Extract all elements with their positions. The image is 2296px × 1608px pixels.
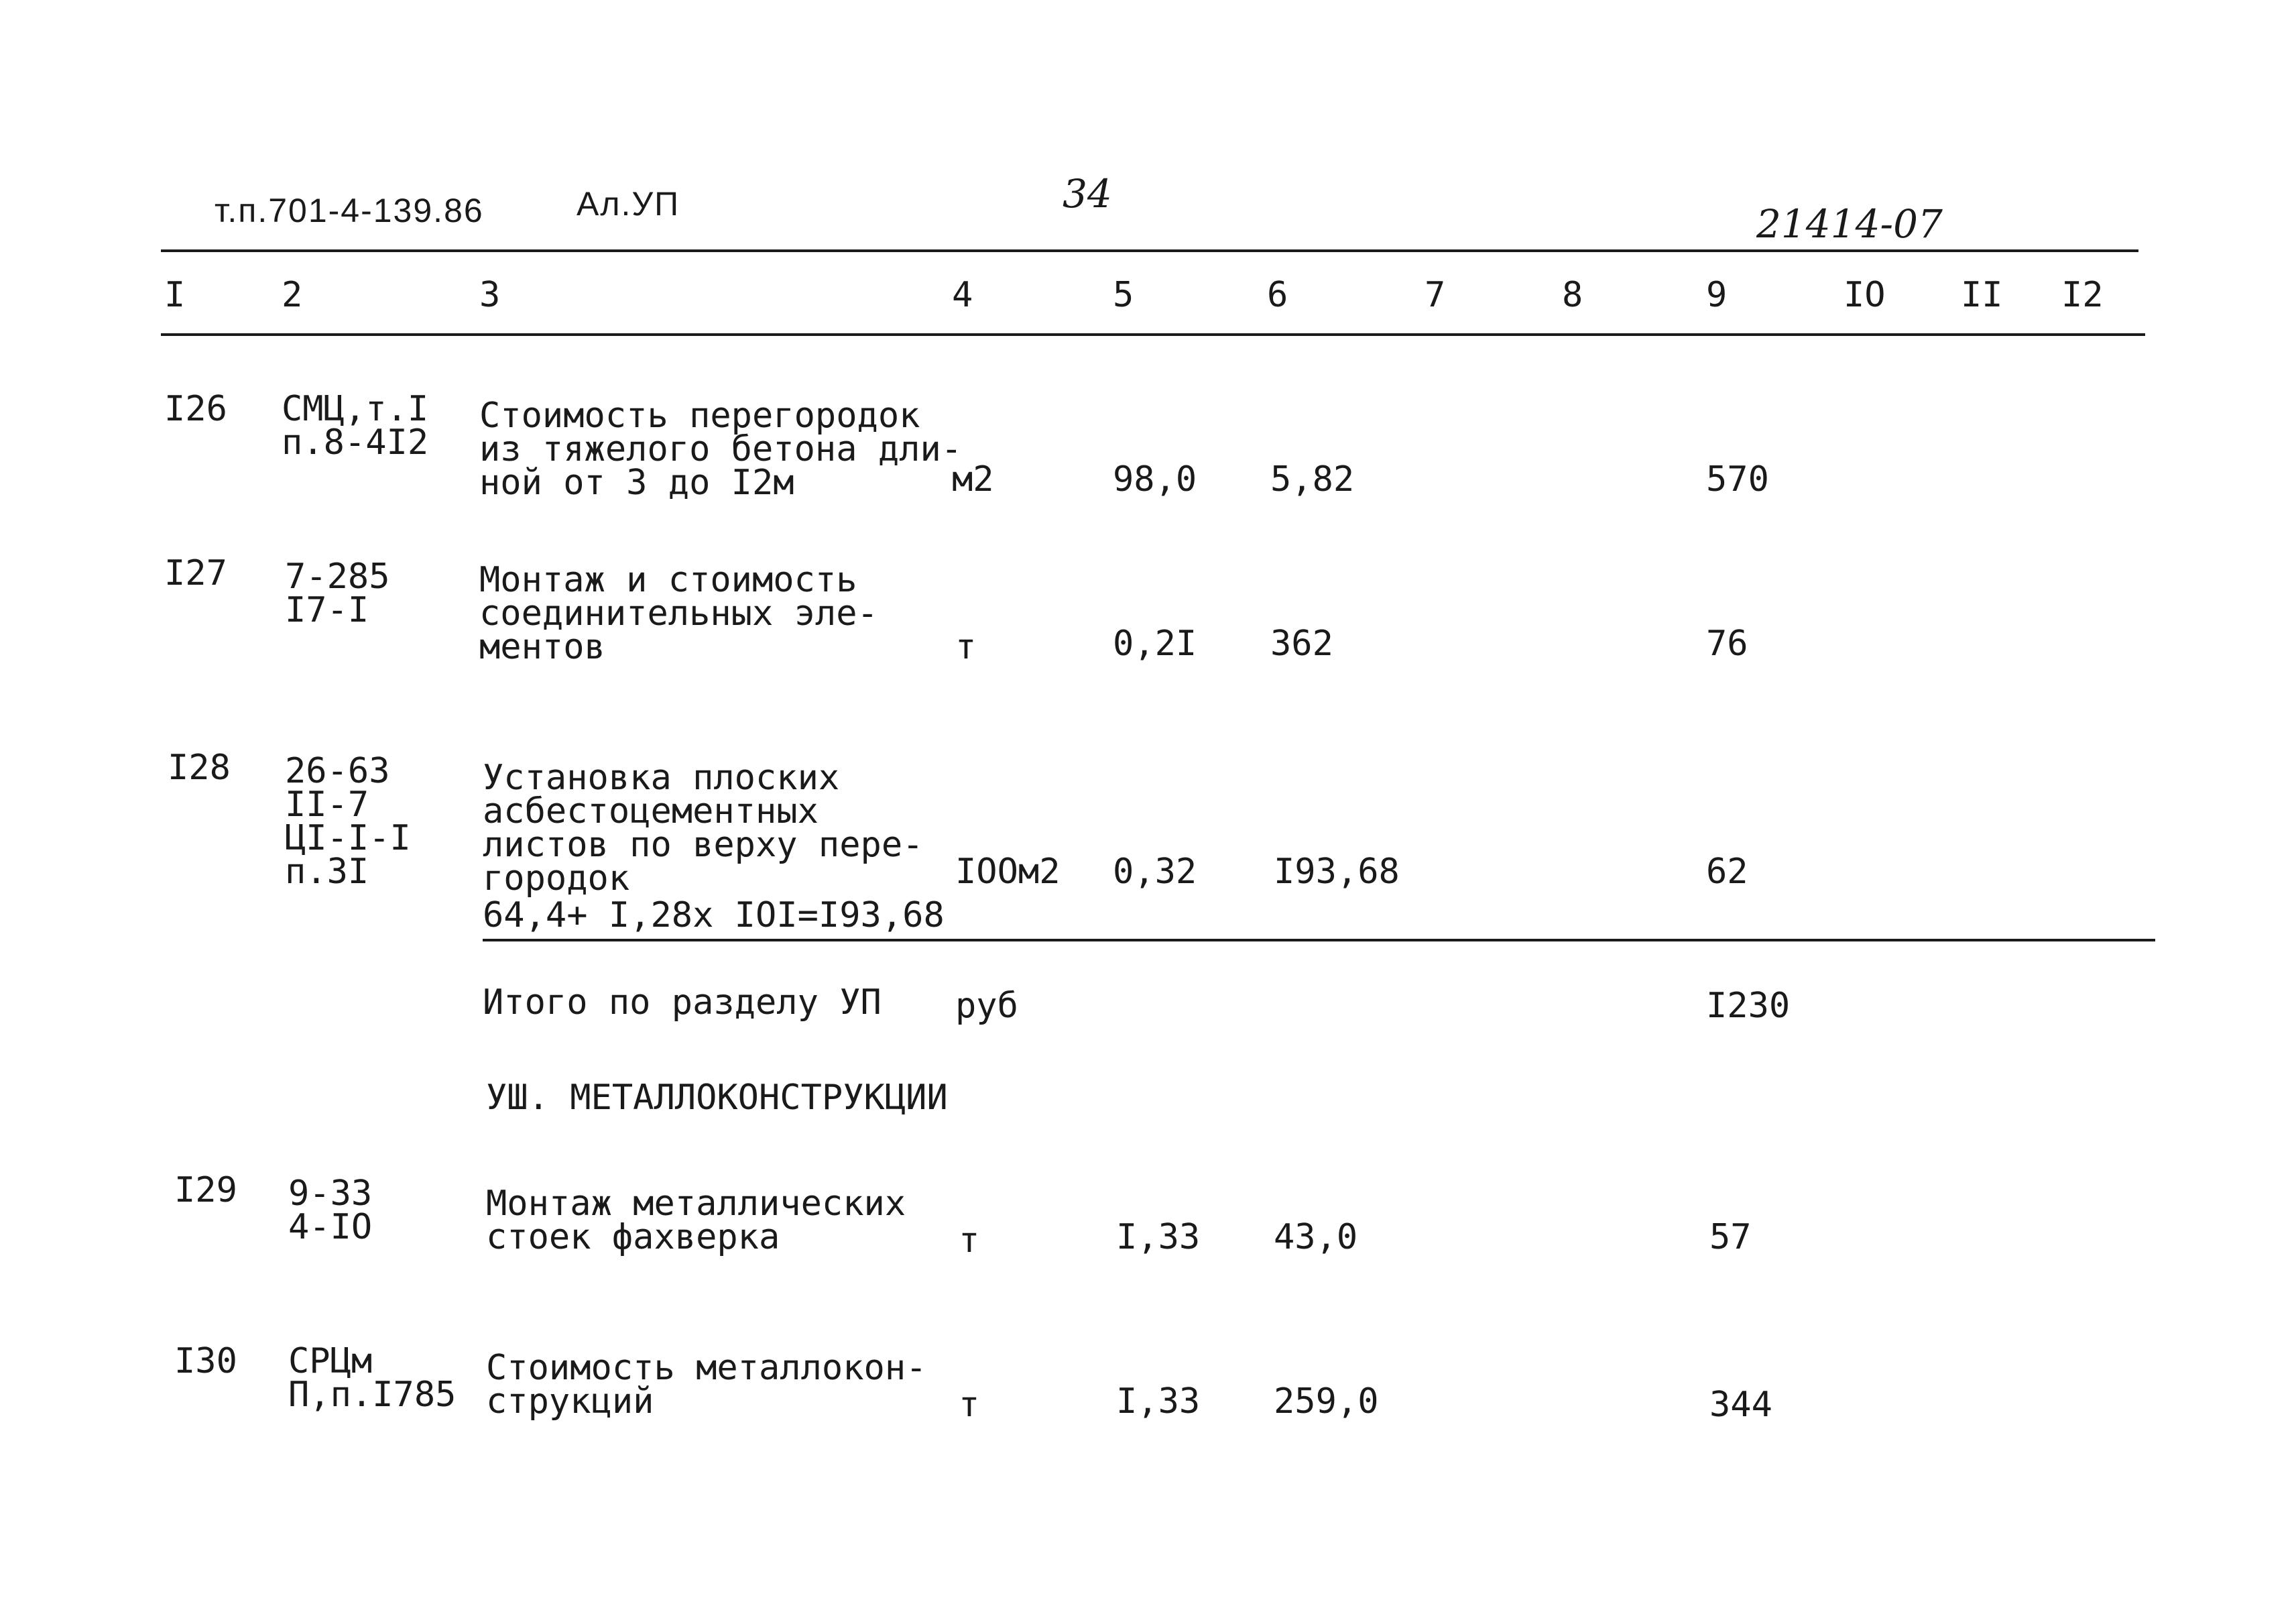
row-130-number: I30 xyxy=(174,1341,237,1381)
archive-number: 21414-07 xyxy=(1756,201,1943,247)
row-129-price: 43,0 xyxy=(1274,1217,1358,1257)
row-130-unit: т xyxy=(959,1385,980,1425)
row-129-code: 9-33 4-IO xyxy=(288,1173,373,1247)
section-total-rule xyxy=(483,939,2155,941)
row-130-quantity: I,33 xyxy=(1116,1381,1201,1422)
row-130-total: 344 xyxy=(1709,1385,1772,1425)
row-127-number: I27 xyxy=(164,553,227,593)
column-header-5: 5 xyxy=(1113,275,1134,315)
subtotal-total: I230 xyxy=(1706,986,1791,1026)
row-128-price: I93,68 xyxy=(1274,852,1400,892)
subtotal-label: Итого по разделу УП xyxy=(483,982,882,1023)
column-header-9: 9 xyxy=(1706,275,1728,315)
row-128-description: Установка плоских асбестоцементных листов по верху пере- городок xyxy=(483,758,924,899)
column-header-11: II xyxy=(1961,275,2003,315)
page-number: 34 xyxy=(1063,171,1112,217)
row-129-total: 57 xyxy=(1709,1217,1752,1257)
column-header-6: 6 xyxy=(1267,275,1288,315)
row-126-price: 5,82 xyxy=(1270,459,1355,500)
row-130-code: СРЦм П,п.I785 xyxy=(288,1341,457,1415)
column-header-7: 7 xyxy=(1425,275,1446,315)
section-title: УШ. МЕТАЛЛОКОНСТРУКЦИИ xyxy=(486,1078,948,1118)
document-code: т.п.701-4-139.86 xyxy=(215,192,484,229)
row-126-number: I26 xyxy=(164,389,227,429)
row-128-quantity: 0,32 xyxy=(1113,852,1197,892)
column-header-4: 4 xyxy=(952,275,973,315)
header-bottom-rule xyxy=(161,333,2145,336)
column-header-3: 3 xyxy=(479,275,501,315)
row-129-unit: т xyxy=(959,1220,980,1261)
row-130-description: Стоимость металлокон- струкций xyxy=(486,1348,927,1422)
row-129-number: I29 xyxy=(174,1170,237,1210)
row-128-unit: IOOм2 xyxy=(955,852,1061,892)
row-128-calculation: 64,4+ I,28х IOI=I93,68 xyxy=(483,895,945,935)
row-127-quantity: 0,2I xyxy=(1113,624,1197,664)
column-header-8: 8 xyxy=(1562,275,1583,315)
row-127-price: 362 xyxy=(1270,624,1333,664)
row-128-total: 62 xyxy=(1706,852,1748,892)
row-129-quantity: I,33 xyxy=(1116,1217,1201,1257)
row-128-number: I28 xyxy=(168,748,231,788)
column-header-1: I xyxy=(164,275,186,315)
row-127-total: 76 xyxy=(1706,624,1748,664)
row-130-price: 259,0 xyxy=(1274,1381,1379,1422)
column-header-10: IO xyxy=(1844,275,1886,315)
row-126-quantity: 98,0 xyxy=(1113,459,1197,500)
subtotal-unit: руб xyxy=(955,986,1018,1026)
row-126-code: СМЦ,т.I п.8-4I2 xyxy=(282,389,429,463)
row-127-unit: т xyxy=(955,627,977,667)
row-127-code: 7-285 I7-I xyxy=(285,557,390,630)
row-129-description: Монтаж металлических стоек фахверка xyxy=(486,1184,906,1257)
column-header-2: 2 xyxy=(282,275,303,315)
row-126-total: 570 xyxy=(1706,459,1769,500)
column-header-12: I2 xyxy=(2061,275,2104,315)
album-label: Ал.УП xyxy=(577,185,680,223)
row-126-description: Стоимость перегородок из тяжелого бетона дли- ной от 3 до I2м xyxy=(479,396,963,503)
row-128-code: 26-63 II-7 ЦI-I-I п.3I xyxy=(285,751,411,892)
row-126-unit: м2 xyxy=(952,459,994,500)
header-top-rule xyxy=(161,249,2138,252)
row-127-description: Монтаж и стоимость соединительных эле- ментов xyxy=(479,560,878,667)
